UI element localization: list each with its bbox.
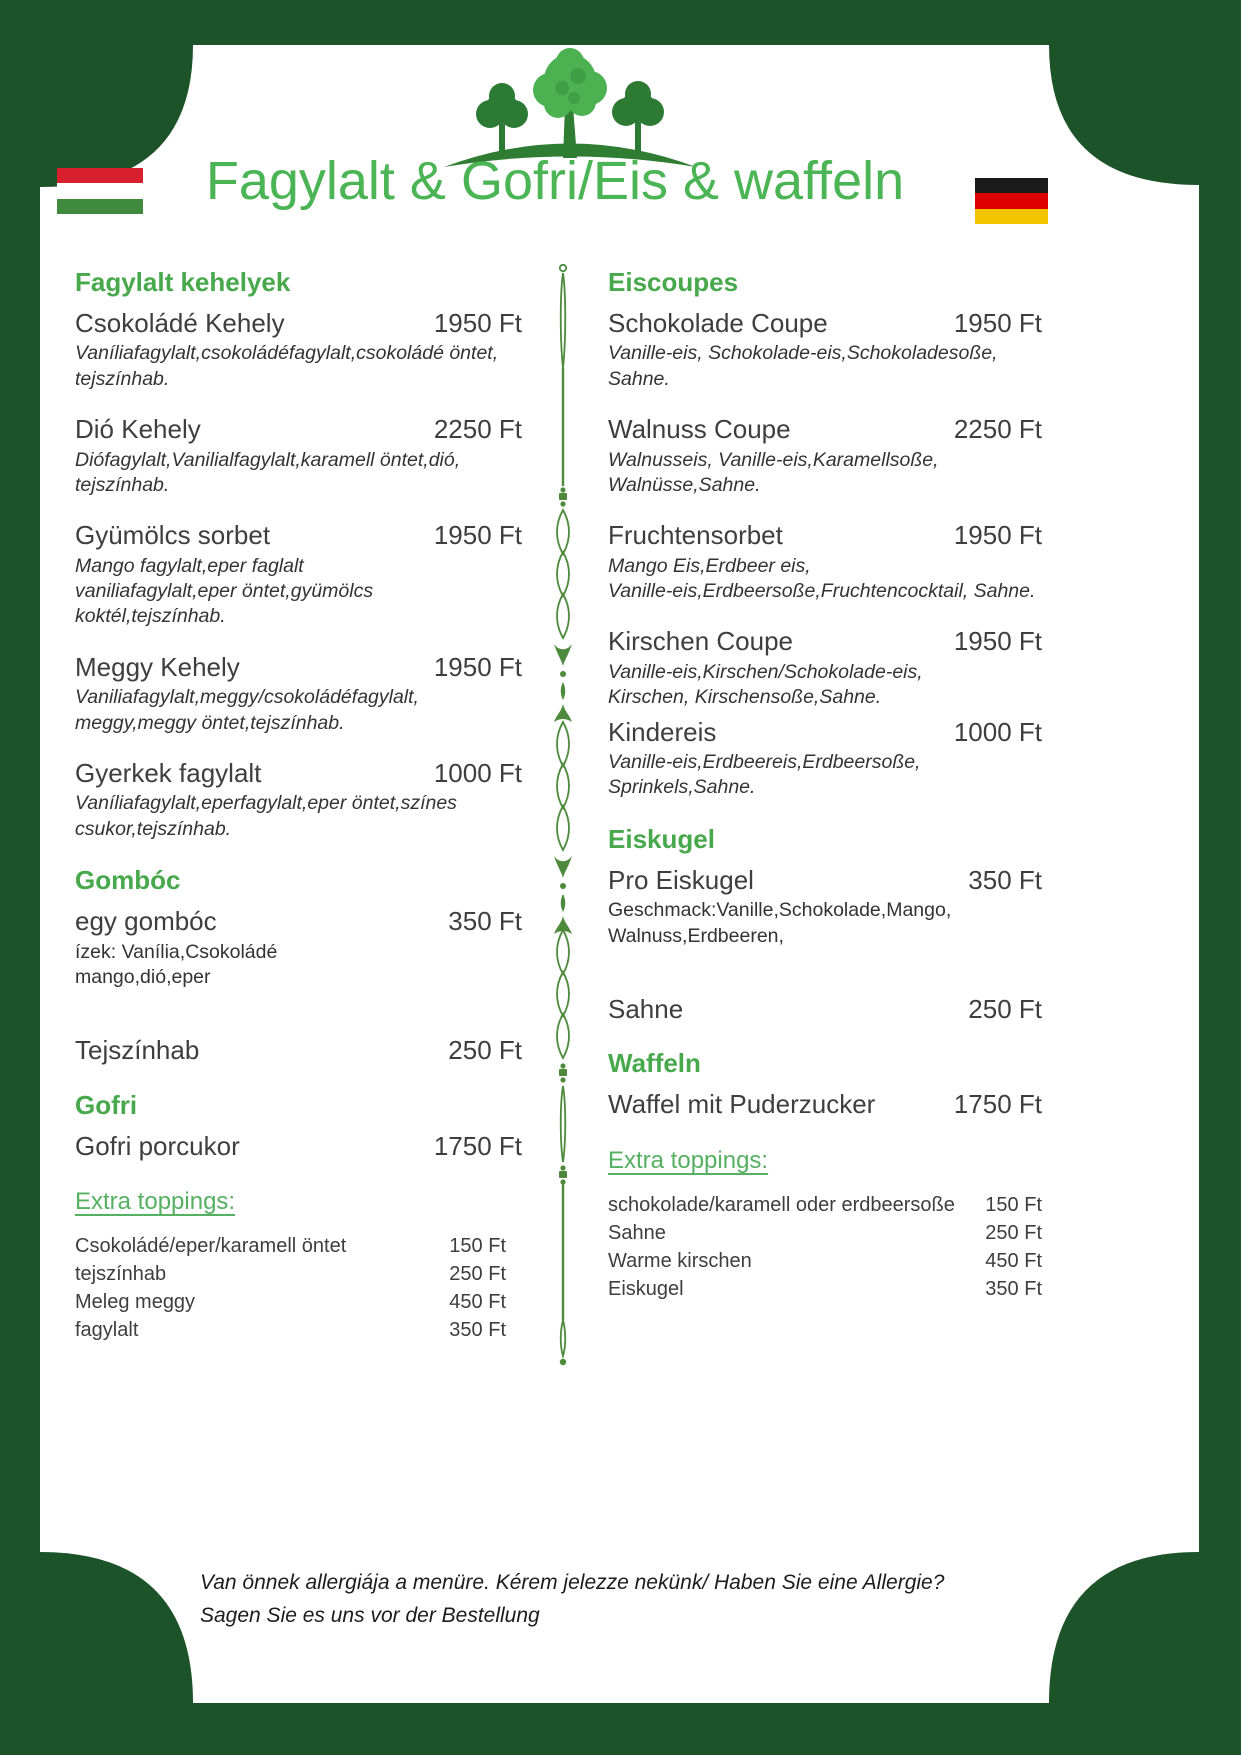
section-heading: Fagylalt kehelyek xyxy=(75,267,291,297)
topping-price: 250 Ft xyxy=(985,1221,1042,1244)
menu-item-desc-line: Sahne. xyxy=(608,367,670,390)
menu-item-price: 1950 Ft xyxy=(953,520,1042,551)
topping-price: 150 Ft xyxy=(985,1193,1042,1216)
toppings-heading: Extra toppings: xyxy=(75,1188,236,1216)
menu-item-name: Meggy Kehely xyxy=(75,651,240,682)
menu-item-row xyxy=(608,716,1042,749)
topping-row xyxy=(608,1247,1042,1275)
menu-item-row xyxy=(608,413,1042,446)
section-heading: Eiskugel xyxy=(608,823,715,854)
menu-item-row xyxy=(75,905,522,938)
topping-row xyxy=(608,1275,1042,1303)
menu-item-name: Gyümölcs sorbet xyxy=(75,520,271,551)
menu-item-desc-line: Vaníliafagylalt,csokoládéfagylalt,csokoládé öntet, xyxy=(75,342,499,365)
menu-item-row xyxy=(608,519,1042,552)
menu-item xyxy=(75,413,522,498)
menu-item xyxy=(75,519,522,630)
menu-item-name: Sahne xyxy=(608,993,684,1024)
menu-item-desc-line: Vaníliafagylalt,eperfagylalt,eper öntet,színes xyxy=(75,792,457,815)
menu-item-description xyxy=(608,898,1042,949)
menu-item xyxy=(75,1130,522,1163)
menu-item-desc-line: Sprinkels,Sahne. xyxy=(608,776,756,799)
menu-item-desc-line: tejszínhab. xyxy=(75,473,170,496)
menu-item-name: Gofri porcukor xyxy=(75,1130,240,1161)
menu-item xyxy=(608,307,1042,392)
menu-item-description xyxy=(608,660,1042,711)
topping-price: 150 Ft xyxy=(449,1235,506,1258)
topping-row xyxy=(75,1288,522,1316)
menu-item-price: 1950 Ft xyxy=(433,520,522,551)
menu-item-name: Waffel mit Puderzucker xyxy=(608,1089,876,1120)
menu-item-desc-line: Geschmack:Vanille,Schokolade,Mango, xyxy=(608,899,952,922)
menu-item-name: Kindereis xyxy=(608,716,717,747)
menu-item xyxy=(608,625,1042,710)
topping-price: 250 Ft xyxy=(449,1263,506,1286)
menu-item-desc-line: vaniliafagylalt,eper öntet,gyümölcs koktél,tejszínhab. xyxy=(75,580,374,628)
section-heading: Eiscoupes xyxy=(608,267,739,297)
section-heading: Gofri xyxy=(75,1089,138,1120)
section-heading: Gombóc xyxy=(75,865,181,896)
topping-price: 350 Ft xyxy=(449,1319,506,1342)
menu-item-desc-line: Vanille-eis,Erdbeersoße,Fruchtencocktail, Sahne. xyxy=(608,580,1036,603)
topping-row xyxy=(75,1260,522,1288)
menu-item-name: Walnuss Coupe xyxy=(608,414,791,445)
menu-item-row xyxy=(75,757,522,790)
menu-item xyxy=(608,716,1042,801)
menu-item-desc-line: Walnusseis, Vanille-eis,Karamellsoße, xyxy=(608,448,939,471)
menu-item-price: 1750 Ft xyxy=(953,1089,1042,1120)
menu-item-row xyxy=(608,864,1042,897)
menu-item-name: Csokoládé Kehely xyxy=(75,307,285,338)
toppings-heading: Extra toppings: xyxy=(608,1146,769,1174)
menu-item-description xyxy=(75,554,522,630)
menu-item-price: 250 Ft xyxy=(448,1035,522,1066)
menu-item-name: Schokolade Coupe xyxy=(608,307,828,338)
menu-item-price: 2250 Ft xyxy=(433,414,522,445)
menu-item-desc-line: mango,dió,eper xyxy=(75,965,211,988)
menu-item-desc-line: Mango Eis,Erdbeer eis, xyxy=(608,554,811,577)
topping-name: Warme kirschen xyxy=(608,1249,752,1272)
topping-price: 450 Ft xyxy=(449,1291,506,1314)
menu-item-row xyxy=(608,1088,1042,1121)
page-title: Fagylalt & Gofri/Eis & waffeln xyxy=(205,151,905,211)
menu-item-desc-line: Mango fagylalt,eper faglalt xyxy=(75,554,304,577)
menu-item xyxy=(75,757,522,842)
menu-item-description xyxy=(608,554,1042,605)
menu-item-desc-line: tejszínhab. xyxy=(75,367,170,390)
topping-price: 350 Ft xyxy=(985,1277,1042,1300)
menu-item-row xyxy=(75,307,522,340)
menu-item-desc-line: Vanille-eis,Erdbeereis,Erdbeersoße, xyxy=(608,751,921,774)
menu-item-price: 1950 Ft xyxy=(433,651,522,682)
menu-item-desc-line: ízek: Vanília,Csokoládé xyxy=(75,940,278,963)
menu-item-price: 350 Ft xyxy=(448,906,522,937)
menu-item-description xyxy=(608,750,1042,801)
menu-item xyxy=(75,307,522,392)
topping-row xyxy=(608,1219,1042,1247)
menu-item-name: Gyerkek fagylalt xyxy=(75,757,262,788)
menu-item-name: Fruchtensorbet xyxy=(608,520,783,551)
menu-item xyxy=(75,1034,522,1067)
allergy-note: Van önnek allergiája a menüre. Kérem jelezze nekünk/ Haben Sie eine Allergie? Sagen Sie es uns vor der Bestellung xyxy=(200,1571,945,1627)
menu-item xyxy=(608,519,1042,604)
menu-item-row xyxy=(75,519,522,552)
topping-name: Eiskugel xyxy=(608,1277,684,1300)
menu-item-desc-line: Walnuss,Erdbeeren, xyxy=(608,924,784,947)
menu-item-description xyxy=(75,685,522,736)
menu-item-row xyxy=(608,993,1042,1026)
menu-item xyxy=(608,413,1042,498)
menu-item-description xyxy=(75,341,522,392)
menu-item-name: Tejszínhab xyxy=(75,1035,200,1066)
germany-flag-icon xyxy=(975,178,1048,224)
menu-item-name: Kirschen Coupe xyxy=(608,626,793,657)
topping-row xyxy=(608,1191,1042,1219)
menu-item-desc-line: csukor,tejszínhab. xyxy=(75,817,232,840)
topping-row xyxy=(75,1232,522,1260)
menu-item-row xyxy=(75,1034,522,1067)
menu-item-desc-line: meggy,meggy öntet,tejszínhab. xyxy=(75,711,345,734)
menu-item-price: 1950 Ft xyxy=(953,626,1042,657)
menu-item xyxy=(608,1088,1042,1121)
menu-item xyxy=(75,651,522,736)
menu-item-row xyxy=(75,651,522,684)
menu-item-row xyxy=(608,307,1042,340)
menu-item-description xyxy=(75,791,522,842)
menu-item-description xyxy=(75,448,522,499)
vine-divider-ornament xyxy=(550,262,576,1374)
menu-item-price: 1000 Ft xyxy=(433,757,522,788)
menu-item-name: Pro Eiskugel xyxy=(608,864,754,895)
menu-item-price: 1750 Ft xyxy=(433,1130,522,1161)
topping-name: schokolade/karamell oder erdbeersoße xyxy=(608,1193,955,1216)
menu-item-price: 1950 Ft xyxy=(433,307,522,338)
menu-item-row xyxy=(75,413,522,446)
topping-name: Sahne xyxy=(608,1221,666,1244)
menu-column-left xyxy=(75,268,522,1344)
menu-item-desc-line: Vaniliafagylalt,meggy/csokoládéfagylalt, xyxy=(75,686,419,709)
section-heading: Waffeln xyxy=(608,1048,701,1079)
menu-item xyxy=(608,993,1042,1026)
menu-item-price: 2250 Ft xyxy=(953,414,1042,445)
hungary-flag-icon xyxy=(57,168,143,214)
topping-name: Meleg meggy xyxy=(75,1291,196,1314)
topping-name: Csokoládé/eper/karamell öntet xyxy=(75,1235,347,1258)
menu-item-description xyxy=(608,341,1042,392)
menu-item-description xyxy=(75,940,522,991)
menu-item-price: 1950 Ft xyxy=(953,307,1042,338)
menu-item-name: Dió Kehely xyxy=(75,414,201,445)
topping-row xyxy=(75,1316,522,1344)
topping-name: fagylalt xyxy=(75,1319,139,1342)
menu-item xyxy=(608,864,1042,949)
menu-item-row xyxy=(608,625,1042,658)
menu-item-name: egy gombóc xyxy=(75,906,217,937)
menu-item-price: 1000 Ft xyxy=(953,716,1042,747)
menu-item-desc-line: Diófagylalt,Vanilialfagylalt,karamell öntet,dió, xyxy=(75,448,461,471)
menu-item-price: 350 Ft xyxy=(968,864,1042,895)
menu-item-price: 250 Ft xyxy=(968,993,1042,1024)
menu-column-right xyxy=(608,268,1042,1303)
menu-item-desc-line: Kirschen, Kirschensoße,Sahne. xyxy=(608,686,882,709)
menu-item-desc-line: Walnüsse,Sahne. xyxy=(608,473,761,496)
menu-item-desc-line: Vanille-eis,Kirschen/Schokolade-eis, xyxy=(608,660,923,683)
topping-price: 450 Ft xyxy=(985,1249,1042,1272)
menu-item-description xyxy=(608,448,1042,499)
menu-item-row xyxy=(75,1130,522,1163)
menu-item xyxy=(75,905,522,990)
topping-name: tejszínhab xyxy=(75,1263,167,1286)
menu-item-desc-line: Vanille-eis, Schokolade-eis,Schokoladesoße, xyxy=(608,342,998,365)
